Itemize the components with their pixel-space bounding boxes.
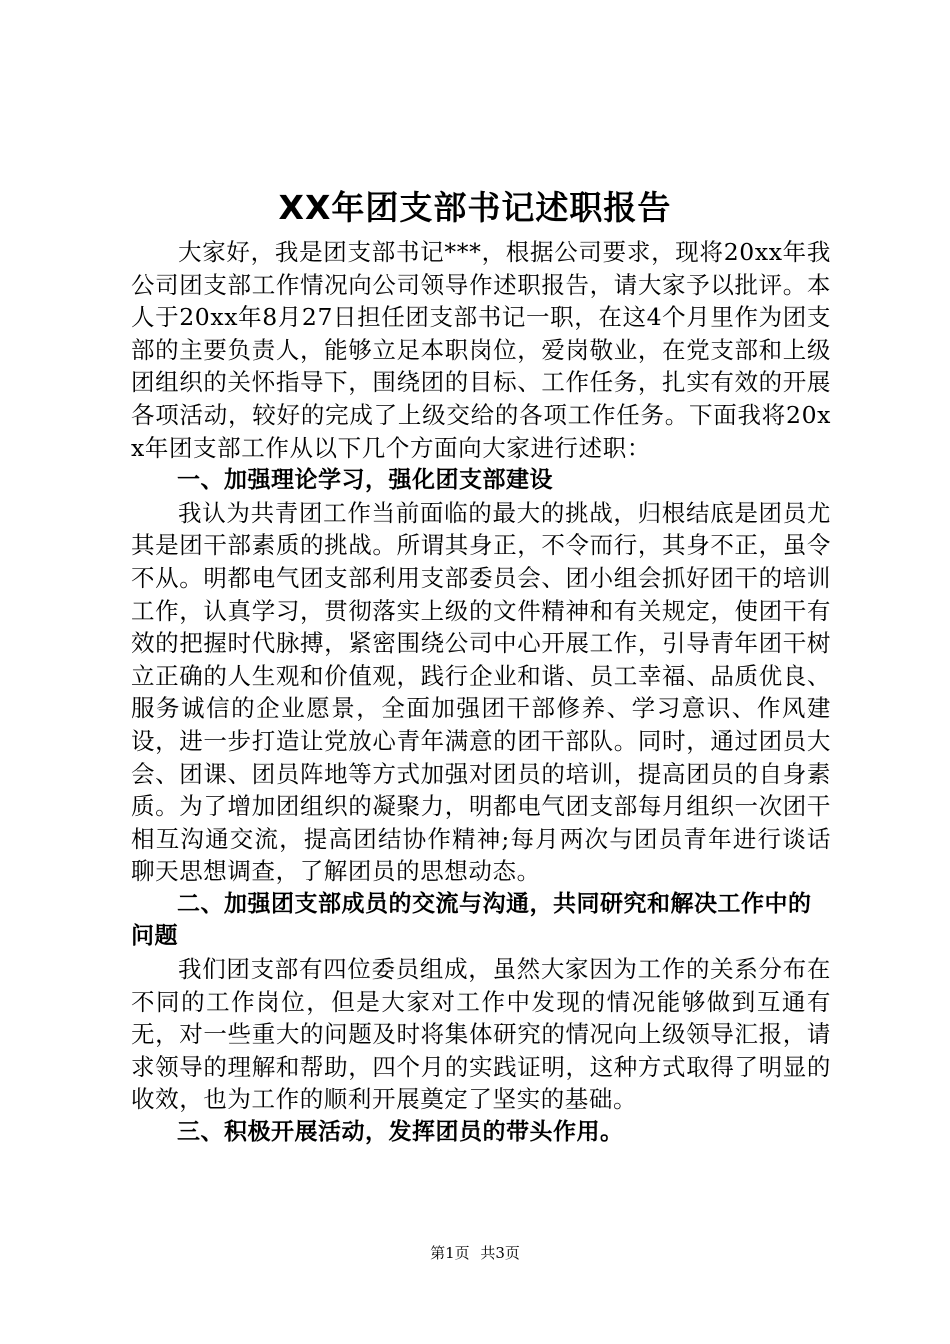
page-footer: [0, 1243, 950, 1263]
section-heading-2: 二、加强团支部成员的交流与沟通，共同研究和解决工作中的问题: [131, 890, 812, 950]
total-pages-label: 共3页: [480, 1244, 520, 1262]
document-title: XX年团支部书记述职报告: [278, 188, 672, 227]
section-2-paragraph: 我们团支部有四位委员组成，虽然大家因为工作的关系分布在不同的工作岗位，但是大家对工作中发现的情况能够做到互通有无，对一些重大的问题及时将集体研究的情况向上级领导汇报，请求领导的理解和帮助，四个月的实践证明，这种方式取得了明显的收效，也为工作的顺利开展奠定了坚实的基础。: [131, 955, 831, 1114]
section-heading-1: 一、加强理论学习，强化团支部建设: [177, 467, 553, 494]
current-page-label: 第1页: [430, 1244, 470, 1262]
intro-paragraph: 大家好，我是团支部书记***，根据公司要求，现将20xx年我公司团支部工作情况向公司领导作述职报告，请大家予以批评。本人于20xx年8月27日担任团支部书记一职，在这4个月里作为团支部的主要负责人，能够立足本职岗位，爱岗敬业，在党支部和上级团组织的关怀指导下，围绕团的目标、工作任务，扎实有效的开展各项活动，较好的完成了上级交给的各项工作任务。下面我将20xx年团支部工作从以下几个方面向大家进行述职：: [131, 238, 831, 462]
document-body: [131, 236, 831, 1149]
section-1-paragraph: 我认为共青团工作当前面临的最大的挑战，归根结底是团员尤其是团干部素质的挑战。所谓其身正，不令而行，其身不正，虽令不从。明都电气团支部利用支部委员会、团小组会抓好团干的培训工作，认真学习，贯彻落实上级的文件精神和有关规定，使团干有效的把握时代脉搏，紧密围绕公司中心开展工作，引导青年团干树立正确的人生观和价值观，践行企业和谐、员工幸福、品质优良、服务诚信的企业愿景，全面加强团干部修养、学习意识、作风建设，进一步打造让党放心青年满意的团干部队。同时，通过团员大会、团课、团员阵地等方式加强对团员的培训，提高团员的自身素质。为了增加团组织的凝聚力，明都电气团支部每月组织一次团干相互沟通交流，提高团结协作精神;每月两次与团员青年进行谈话聊天思想调查，了解团员的思想动态。: [131, 498, 831, 886]
section-heading-3: 三、积极开展活动，发挥团员的带头作用。: [177, 1119, 624, 1146]
